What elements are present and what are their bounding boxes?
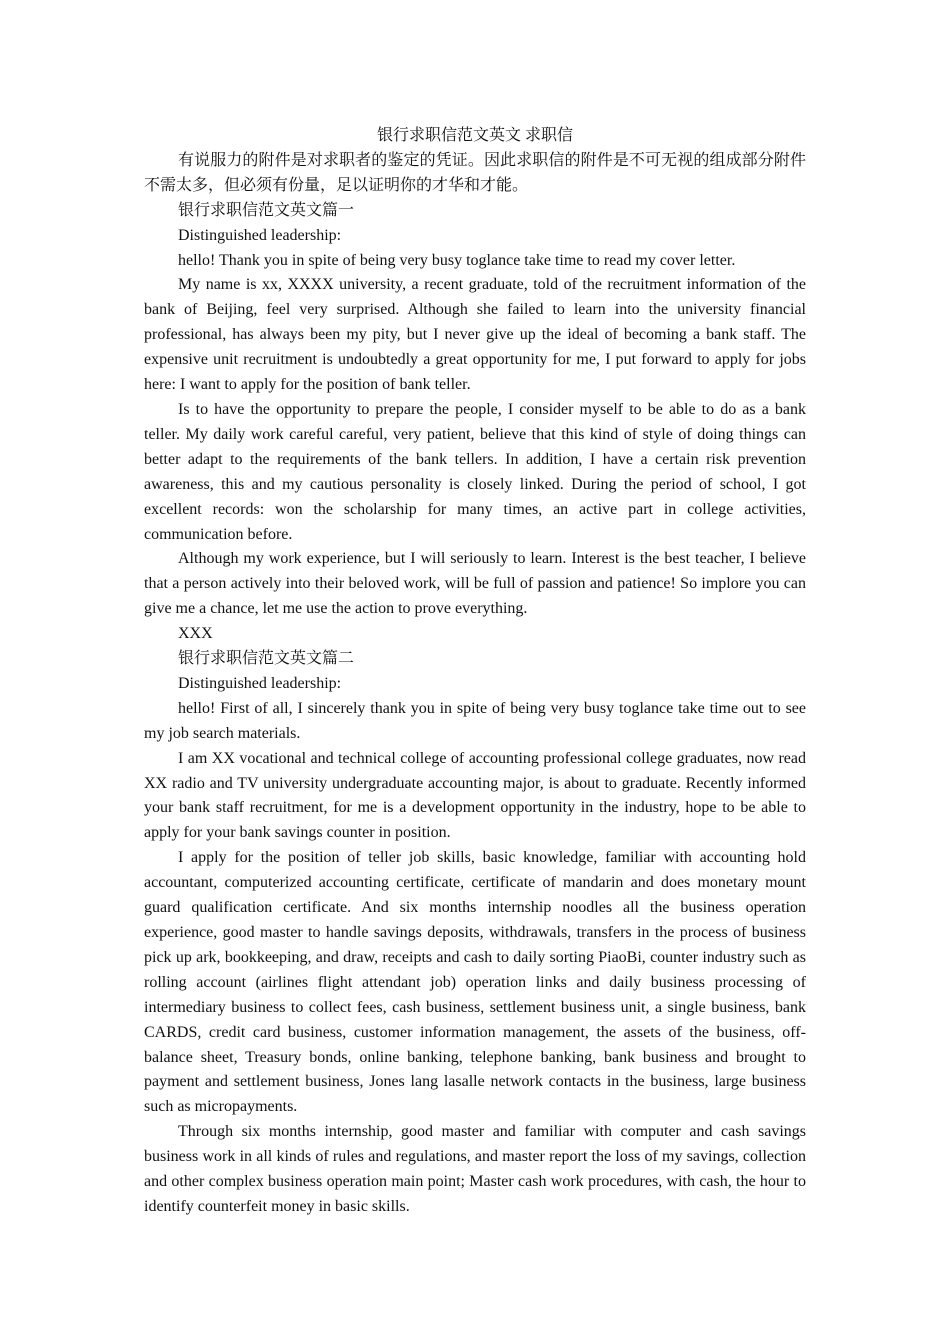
body-paragraph: My name is xx, XXXX university, a recent graduate, told of the recruitment information of the bank of Beijing, feel very surprised. Although she failed to learn into the university financial professional, has always been my pity, but I never give up the ideal of becoming a bank staff. The expensive unit recruitment is undoubtedly a great opportunity for me, I put forward to apply for jobs here: I want to apply for the position of bank teller. — [144, 276, 806, 394]
section-heading-2: 银行求职信范文英文篇二 — [178, 650, 355, 668]
body-paragraph: Is to have the opportunity to prepare the people, I consider myself to be able to do as a bank teller. My daily work careful careful, very patient, believe that this kind of style of doing things can better adapt to the requirements of the bank tellers. In addition, I have a certain risk prevention awareness, this and my cautious personality is closely linked. During the period of school, I got excellent records: won the scholarship for many times, an active part in college activities, communication before. — [144, 400, 806, 543]
body-paragraph: I am XX vocational and technical college of accounting professional college graduates, now read XX radio and TV university undergraduate accounting major, is about to graduate. Recently informed your bank staff recruitment, for me is a development opportunity in the industry, hope to be able to apply for your bank savings counter in position. — [144, 749, 806, 842]
body-paragraph: I apply for the position of teller job skills, basic knowledge, familiar with accounting hold accountant, computerized accounting certificate, certificate of mandarin and does monetary mount guard qualification certificate. And six months internship noodles all the business operation experience, good master to handle savings deposits, withdrawals, transfers in the process of business pick up ark, bookkeeping, and draw, receipts and cash to daily sorting PiaoBi, counter industry such as rolling account (airlines flight attendant job) operation links and daily business processing of intermediary business to collect fees, cash business, settlement business unit, a single business, bank CARDS, credit card business, customer information management, the assets of the business, off-balance sheet, Treasury bonds, online banking, telephone banking, bank business and brought to payment and settlement business, Jones lang lasalle network contacts in the business, large business such as micropayments. — [144, 849, 806, 1116]
body-paragraph: Through six months internship, good master and familiar with computer and cash savings business work in all kinds of rules and regulations, and master report the loss of my savings, collection and other complex business operation main point; Master cash work procedures, with cash, the hour to identify counterfeit money in basic skills. — [144, 1123, 806, 1215]
signature: XXX — [178, 625, 213, 643]
salutation-2: Distinguished leadership: — [178, 674, 342, 692]
document-page — [144, 124, 806, 1220]
section-heading-1: 银行求职信范文英文篇一 — [178, 201, 355, 219]
intro-paragraph: 有说服力的附件是对求职者的鉴定的凭证。因此求职信的附件是不可无视的组成部分附件不需太多，但必须有份量，足以证明你的才华和才能。 — [144, 151, 806, 194]
body-paragraph: hello! First of all, I sincerely thank you in spite of being very busy toglance take time out to see my job search materials. — [144, 699, 806, 742]
salutation-1: Distinguished leadership: — [178, 226, 342, 244]
document-title: 银行求职信范文英文 求职信 — [376, 127, 573, 144]
body-paragraph: hello! Thank you in spite of being very busy toglance take time to read my cover letter. — [178, 251, 736, 269]
body-paragraph: Although my work experience, but I will seriously to learn. Interest is the best teacher, I believe that a person actively into their beloved work, will be full of passion and patience! So implore you can give me a chance, let me use the action to prove everything. — [144, 550, 806, 618]
